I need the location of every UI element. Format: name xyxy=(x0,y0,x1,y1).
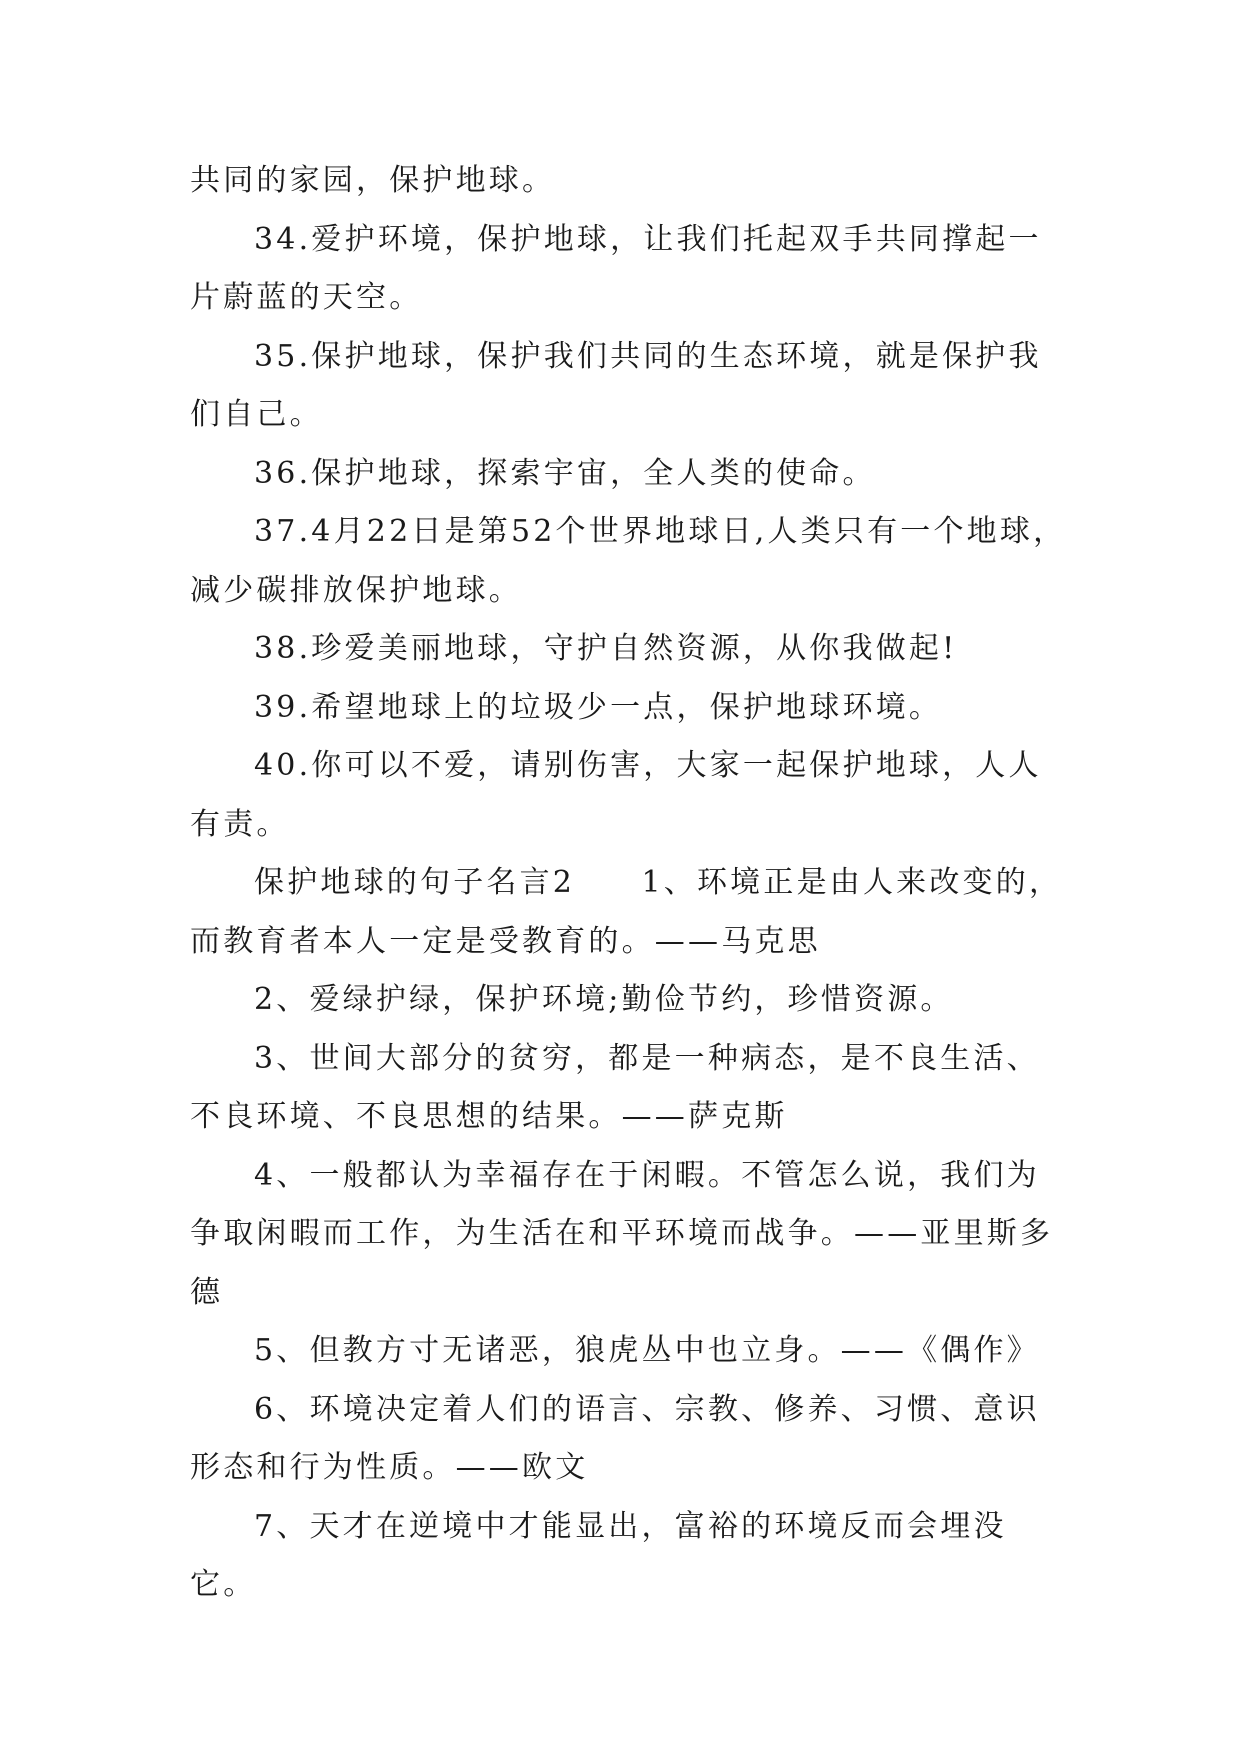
paragraph: 34.爱护环境，保护地球，让我们托起双手共同撑起一片蔚蓝的天空。 xyxy=(190,221,1042,315)
paragraph: 2、爱绿护绿，保护环境;勤俭节约，珍惜资源。 xyxy=(254,982,954,1017)
paragraph: 3、世间大部分的贫穷，都是一种病态，是不良生活、不良环境、不良思想的结果。——萨克斯 xyxy=(190,1040,1040,1134)
section-heading-paragraph: 保护地球的句子名言2 1、环境正是由人来改变的，而教育者本人一定是受教育的。——马克思 xyxy=(190,865,1063,959)
document-body xyxy=(190,152,1070,1615)
paragraph: 40.你可以不爱，请别伤害，大家一起保护地球，人人有责。 xyxy=(190,748,1042,842)
paragraph: 38.珍爱美丽地球，守护自然资源，从你我做起! xyxy=(254,631,958,666)
paragraph: 39.希望地球上的垃圾少一点，保护地球环境。 xyxy=(254,689,943,725)
paragraph: 5、但教方寸无诸恶，狼虎丛中也立身。——《偶作》 xyxy=(254,1333,1040,1368)
paragraph: 6、环境决定着人们的语言、宗教、修养、习惯、意识形态和行为性质。——欧文 xyxy=(190,1391,1040,1485)
paragraph: 共同的家园，保护地球。 xyxy=(190,163,556,198)
paragraph: 4、一般都认为幸福存在于闲暇。不管怎么说，我们为争取闲暇而工作，为生活在和平环境而战争。——亚里斯多德 xyxy=(190,1157,1054,1310)
paragraph: 37.4月22日是第52个世界地球日,人类只有一个地球，减少碳排放保护地球。 xyxy=(190,514,1067,608)
paragraph: 35.保护地球，保护我们共同的生态环境，就是保护我们自己。 xyxy=(190,338,1042,432)
paragraph: 7、天才在逆境中才能显出，富裕的环境反而会埋没它。 xyxy=(190,1508,1007,1602)
paragraph: 36.保护地球，探索宇宙，全人类的使命。 xyxy=(254,455,876,491)
